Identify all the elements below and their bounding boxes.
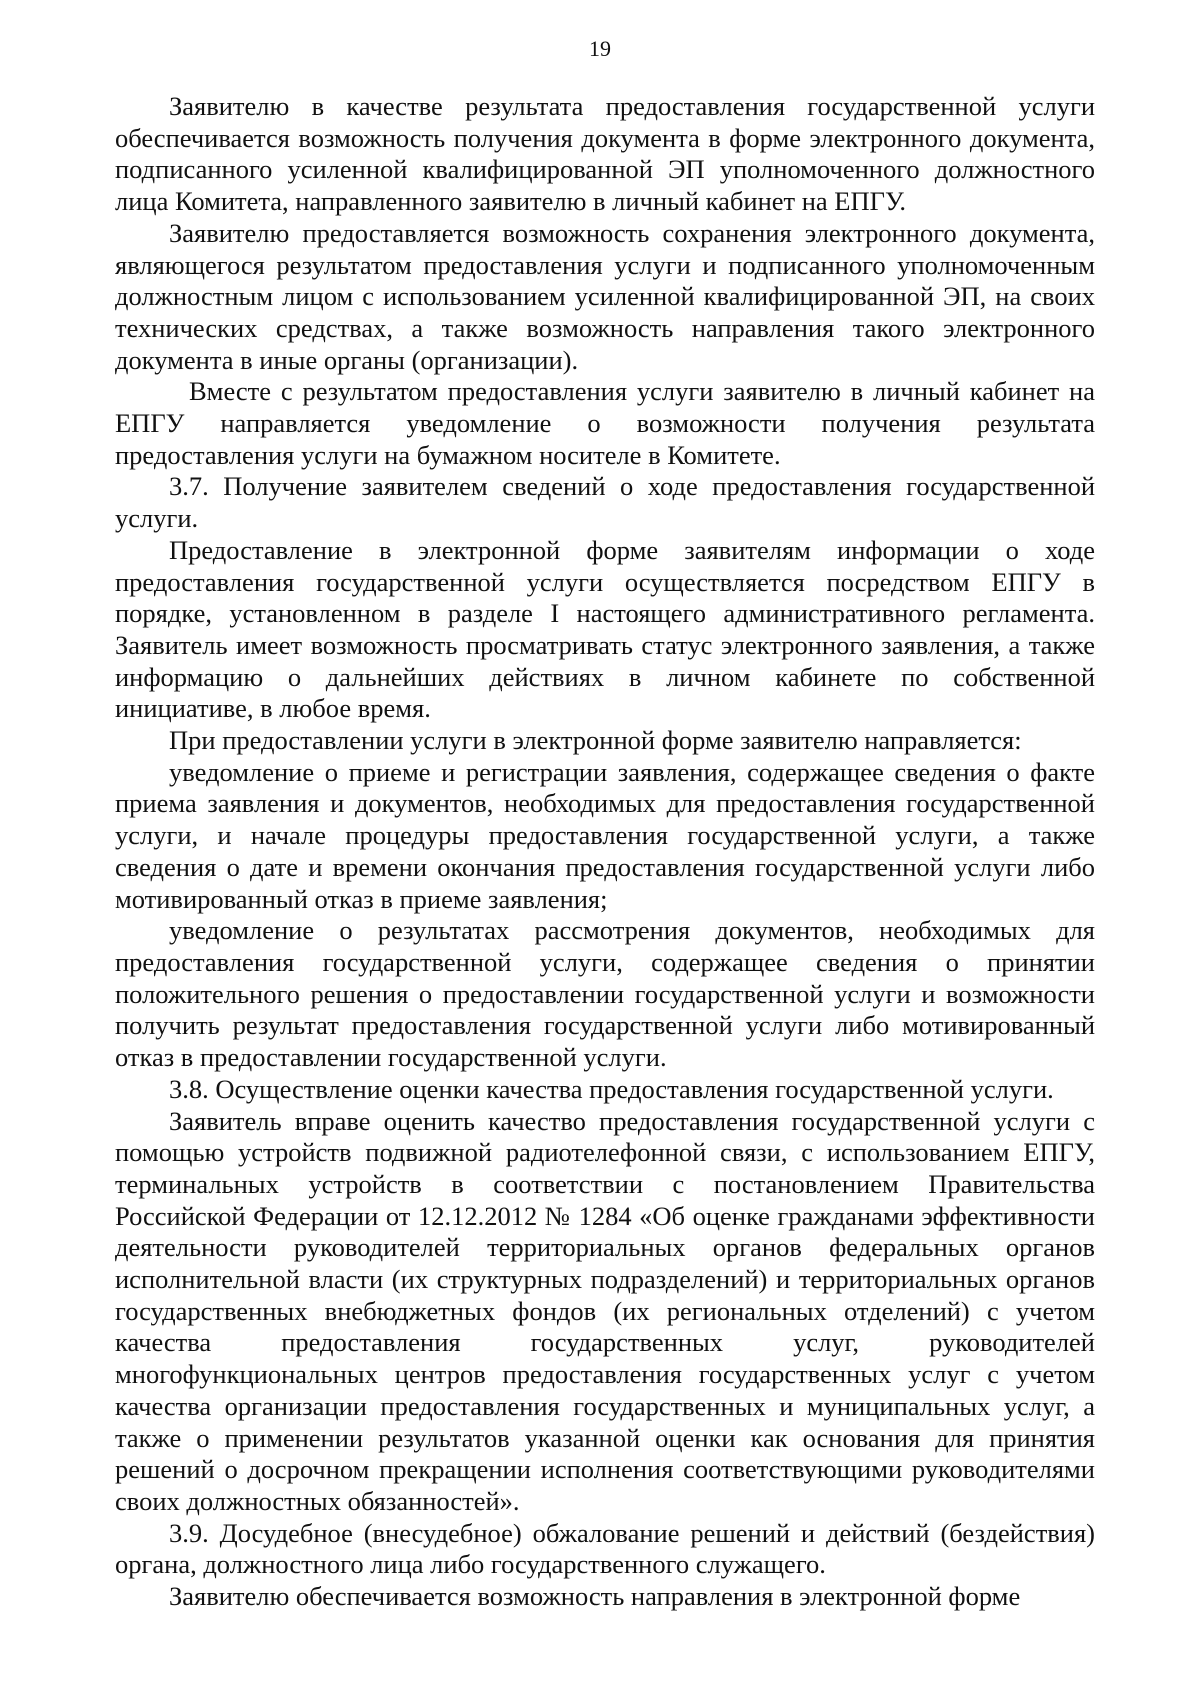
list-item-receipt-notification: уведомление о приеме и регистрации заявления, содержащее сведения о факте приема заявления и документов, необходимых для предоставления государственной услуги, и начале процедуры предоставления государственной услуги, а также сведения о дате и времени окончания предоставления государственной услуги либо мотивированный отказ в приеме заявления; bbox=[115, 756, 1095, 914]
list-item-result-notification: уведомление о результатах рассмотрения документов, необходимых для предоставления государственной услуги, содержащее сведения о принятии положительного решения о предоставлении государственной услуги и возможности получить результат предоставления государственной услуги либо мотивированный отказ в предоставлении государственной услуги. bbox=[115, 915, 1095, 1073]
section-heading-3-9: 3.9. Досудебное (внесудебное) обжалование решений и действий (бездействия) органа, должностного лица либо государственного служащего. bbox=[115, 1517, 1095, 1580]
page-number: 19 bbox=[589, 36, 611, 61]
section-heading-3-8: 3.8. Осуществление оценки качества предоставления государственной услуги. bbox=[169, 1073, 1054, 1104]
paragraph-quality-assessment: Заявитель вправе оценить качество предоставления государственной услуги с помощью устройств подвижной радиотелефонной связи, с использованием ЕПГУ, терминальных устройств в соответствии с постановлением Правительства Российской Федерации от 12.12.2012 № 1284 «Об оценке гражданами эффективности деятельности руководителей территориальных органов федеральных органов исполнительной власти (их структурных подразделений) и территориальных органов государственных внебюджетных фондов (их региональных отделений) с учетом качества предоставления государственных услуг, руководителей многофункциональных центров предоставления государственных услуг с учетом качества организации предоставления государственных и муниципальных услуг, а также о применении результатов указанной оценки как основания для принятия решений о досрочном прекращении исполнения соответствующими руководителями своих должностных обязанностей». bbox=[115, 1105, 1095, 1516]
paragraph-notifications-intro: При предоставлении услуги в электронной форме заявителю направляется: bbox=[169, 725, 1022, 756]
paragraph-appeal-electronic: Заявителю обеспечивается возможность направления в электронной форме bbox=[169, 1581, 1021, 1612]
paragraph-paper-notification: Вместе с результатом предоставления услуги заявителю в личный кабинет на ЕПГУ направляется уведомление о возможности получения результата предоставления услуги на бумажном носителе в Комитете. bbox=[115, 376, 1095, 470]
paragraph-result-electronic-document: Заявителю в качестве результата предоставления государственной услуги обеспечивается возможность получения документа в форме электронного документа, подписанного усиленной квалифицированной ЭП уполномоченного должностного лица Комитета, направленного заявителю в личный кабинет на ЕПГУ. bbox=[115, 91, 1095, 217]
document-body bbox=[115, 91, 1095, 1613]
paragraph-save-electronic-document: Заявителю предоставляется возможность сохранения электронного документа, являющегося результатом предоставления услуги и подписанного уполномоченным должностным лицом с использованием усиленной квалифицированной ЭП, на своих технических средствах, а также возможность направления такого электронного документа в иные органы (организации). bbox=[115, 217, 1095, 375]
section-heading-3-7: 3.7. Получение заявителем сведений о ходе предоставления государственной услуги. bbox=[115, 471, 1095, 534]
paragraph-status-information: Предоставление в электронной форме заявителям информации о ходе предоставления государственной услуги осуществляется посредством ЕПГУ в порядке, установленном в разделе I настоящего административного регламента. Заявитель имеет возможность просматривать статус электронного заявления, а также информацию о дальнейших действиях в личном кабинете по собственной инициативе, в любое время. bbox=[115, 534, 1095, 724]
